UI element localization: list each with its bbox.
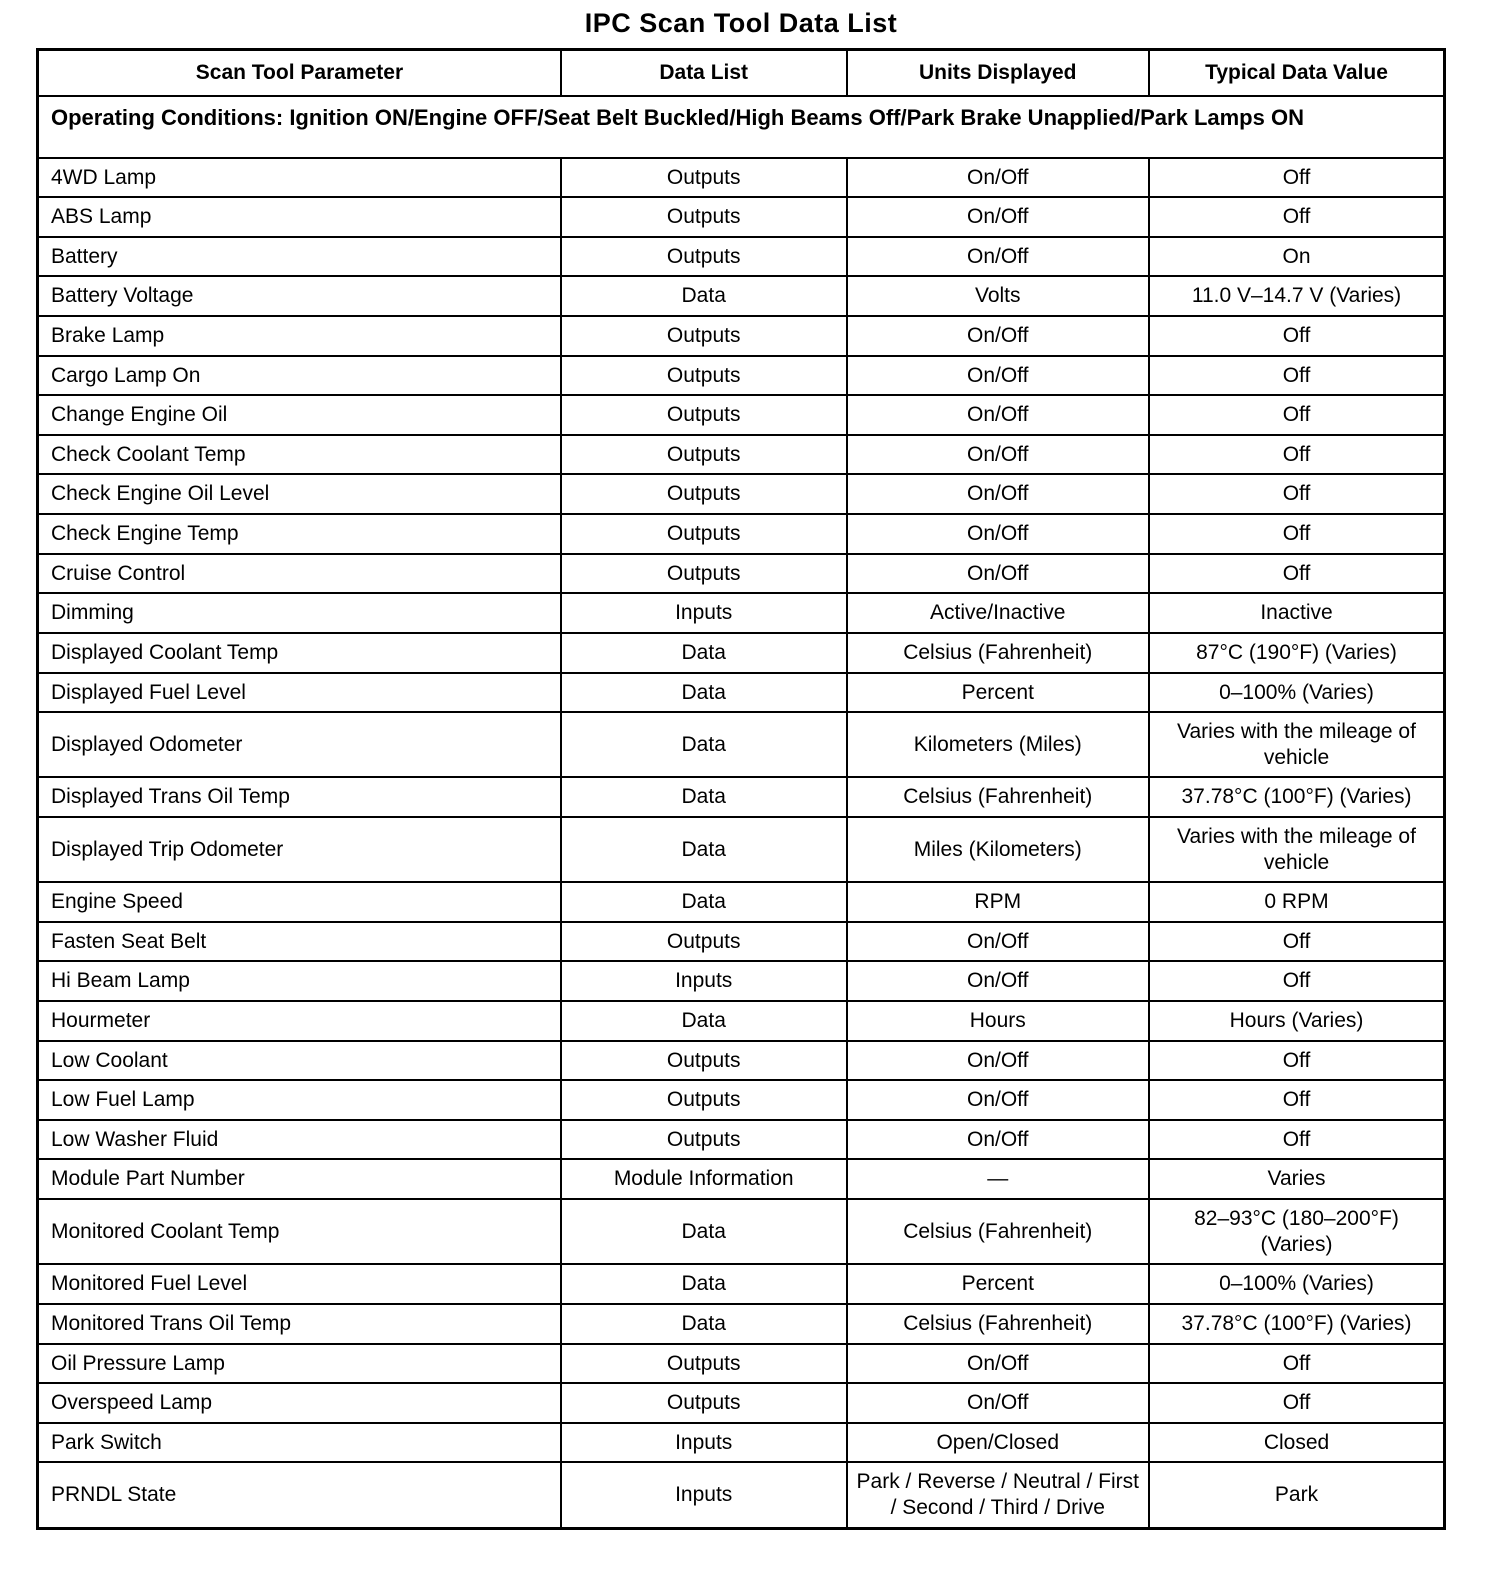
param-cell: Low Washer Fluid	[38, 1120, 561, 1160]
table-row	[38, 673, 1445, 713]
data-list-cell: Outputs	[561, 554, 847, 594]
param-cell: Hi Beam Lamp	[38, 961, 561, 1001]
data-list-cell: Data	[561, 1264, 847, 1304]
operating-conditions-row	[38, 96, 1445, 158]
param-cell: PRNDL State	[38, 1462, 561, 1528]
table-row	[38, 922, 1445, 962]
param-cell: Battery	[38, 237, 561, 277]
table-row	[38, 1423, 1445, 1463]
units-cell: —	[847, 1159, 1150, 1199]
value-cell: Hours (Varies)	[1149, 1001, 1445, 1041]
param-cell: Battery Voltage	[38, 276, 561, 316]
table-row	[38, 435, 1445, 475]
table-row	[38, 316, 1445, 356]
units-cell: On/Off	[847, 1383, 1150, 1423]
param-cell: Displayed Fuel Level	[38, 673, 561, 713]
table-row	[38, 158, 1445, 198]
data-list-cell: Data	[561, 276, 847, 316]
col-header-units-displayed: Units Displayed	[847, 50, 1150, 96]
table-row	[38, 1383, 1445, 1423]
table-row	[38, 593, 1445, 633]
units-cell: On/Off	[847, 961, 1150, 1001]
units-cell: Celsius (Fahrenheit)	[847, 633, 1150, 673]
units-cell: On/Off	[847, 474, 1150, 514]
table-rows	[38, 158, 1445, 1528]
data-list-cell: Data	[561, 712, 847, 777]
param-cell: Fasten Seat Belt	[38, 922, 561, 962]
param-cell: Brake Lamp	[38, 316, 561, 356]
data-list-cell: Inputs	[561, 1423, 847, 1463]
units-cell: On/Off	[847, 237, 1150, 277]
units-cell: RPM	[847, 882, 1150, 922]
param-cell: Displayed Coolant Temp	[38, 633, 561, 673]
value-cell: 0 RPM	[1149, 882, 1445, 922]
units-cell: On/Off	[847, 1344, 1150, 1384]
value-cell: Off	[1149, 197, 1445, 237]
table-row	[38, 1264, 1445, 1304]
value-cell: Off	[1149, 474, 1445, 514]
value-cell: Off	[1149, 1041, 1445, 1081]
units-cell: On/Off	[847, 1041, 1150, 1081]
value-cell: Varies	[1149, 1159, 1445, 1199]
units-cell: On/Off	[847, 514, 1150, 554]
param-cell: Monitored Coolant Temp	[38, 1199, 561, 1264]
units-cell: Hours	[847, 1001, 1150, 1041]
units-cell: On/Off	[847, 197, 1150, 237]
data-list-cell: Data	[561, 1199, 847, 1264]
units-cell: On/Off	[847, 1120, 1150, 1160]
units-cell: Percent	[847, 673, 1150, 713]
param-cell: Cargo Lamp On	[38, 356, 561, 396]
param-cell: Low Fuel Lamp	[38, 1080, 561, 1120]
data-list-cell: Outputs	[561, 435, 847, 475]
value-cell: Off	[1149, 922, 1445, 962]
units-cell: On/Off	[847, 435, 1150, 475]
units-cell: Volts	[847, 276, 1150, 316]
units-cell: Park / Reverse / Neutral / First / Second / Third / Drive	[847, 1462, 1150, 1528]
table-row	[38, 882, 1445, 922]
units-cell: Kilometers (Miles)	[847, 712, 1150, 777]
value-cell: 87°C (190°F) (Varies)	[1149, 633, 1445, 673]
data-list-cell: Outputs	[561, 395, 847, 435]
value-cell: Off	[1149, 395, 1445, 435]
units-cell: Celsius (Fahrenheit)	[847, 777, 1150, 817]
table-row	[38, 1344, 1445, 1384]
units-cell: On/Off	[847, 1080, 1150, 1120]
value-cell: Off	[1149, 356, 1445, 396]
param-cell: Monitored Fuel Level	[38, 1264, 561, 1304]
units-cell: Active/Inactive	[847, 593, 1150, 633]
data-list-cell: Data	[561, 777, 847, 817]
param-cell: Cruise Control	[38, 554, 561, 594]
data-list-cell: Outputs	[561, 197, 847, 237]
table-row	[38, 474, 1445, 514]
table-row	[38, 961, 1445, 1001]
data-list-cell: Outputs	[561, 1041, 847, 1081]
param-cell: Check Engine Oil Level	[38, 474, 561, 514]
data-list-cell: Inputs	[561, 593, 847, 633]
table-row	[38, 817, 1445, 882]
col-header-typical-data-value: Typical Data Value	[1149, 50, 1445, 96]
value-cell: 37.78°C (100°F) (Varies)	[1149, 1304, 1445, 1344]
units-cell: On/Off	[847, 158, 1150, 198]
value-cell: Off	[1149, 1120, 1445, 1160]
table-row	[38, 554, 1445, 594]
value-cell: Off	[1149, 158, 1445, 198]
value-cell: 0–100% (Varies)	[1149, 673, 1445, 713]
table-row	[38, 633, 1445, 673]
units-cell: Celsius (Fahrenheit)	[847, 1304, 1150, 1344]
table-row	[38, 1041, 1445, 1081]
data-list-cell: Data	[561, 673, 847, 713]
param-cell: Engine Speed	[38, 882, 561, 922]
value-cell: 37.78°C (100°F) (Varies)	[1149, 777, 1445, 817]
param-cell: Dimming	[38, 593, 561, 633]
table-row	[38, 356, 1445, 396]
units-cell: Percent	[847, 1264, 1150, 1304]
param-cell: Low Coolant	[38, 1041, 561, 1081]
value-cell: Off	[1149, 435, 1445, 475]
table-row	[38, 1080, 1445, 1120]
value-cell: Varies with the mileage of vehicle	[1149, 817, 1445, 882]
header-row	[38, 50, 1445, 96]
data-list-cell: Data	[561, 1001, 847, 1041]
data-list-cell: Outputs	[561, 158, 847, 198]
units-cell: On/Off	[847, 554, 1150, 594]
value-cell: Off	[1149, 554, 1445, 594]
data-list-cell: Outputs	[561, 474, 847, 514]
data-list-cell: Outputs	[561, 922, 847, 962]
param-cell: Displayed Trip Odometer	[38, 817, 561, 882]
units-cell: On/Off	[847, 316, 1150, 356]
units-cell: On/Off	[847, 356, 1150, 396]
data-list-cell: Data	[561, 1304, 847, 1344]
ipc-scan-tool-table	[36, 48, 1446, 1530]
units-cell: On/Off	[847, 922, 1150, 962]
units-cell: Open/Closed	[847, 1423, 1150, 1463]
data-list-cell: Inputs	[561, 1462, 847, 1528]
table-row	[38, 1120, 1445, 1160]
value-cell: Off	[1149, 514, 1445, 554]
value-cell: 82–93°C (180–200°F) (Varies)	[1149, 1199, 1445, 1264]
units-cell: On/Off	[847, 395, 1150, 435]
table-row	[38, 197, 1445, 237]
value-cell: 0–100% (Varies)	[1149, 1264, 1445, 1304]
param-cell: Module Part Number	[38, 1159, 561, 1199]
param-cell: Displayed Odometer	[38, 712, 561, 777]
table-row	[38, 237, 1445, 277]
col-header-data-list: Data List	[561, 50, 847, 96]
table-row	[38, 276, 1445, 316]
value-cell: Off	[1149, 1344, 1445, 1384]
data-list-cell: Module Information	[561, 1159, 847, 1199]
data-list-cell: Outputs	[561, 237, 847, 277]
param-cell: ABS Lamp	[38, 197, 561, 237]
table-row	[38, 395, 1445, 435]
data-list-cell: Outputs	[561, 1344, 847, 1384]
param-cell: Park Switch	[38, 1423, 561, 1463]
data-list-cell: Data	[561, 882, 847, 922]
page-title: IPC Scan Tool Data List	[584, 8, 898, 38]
data-list-cell: Outputs	[561, 356, 847, 396]
col-header-scan-tool-parameter: Scan Tool Parameter	[38, 50, 561, 96]
param-cell: Displayed Trans Oil Temp	[38, 777, 561, 817]
table-row	[38, 1304, 1445, 1344]
value-cell: Off	[1149, 316, 1445, 356]
table-row	[38, 712, 1445, 777]
param-cell: Monitored Trans Oil Temp	[38, 1304, 561, 1344]
units-cell: Celsius (Fahrenheit)	[847, 1199, 1150, 1264]
data-list-cell: Data	[561, 633, 847, 673]
data-list-cell: Inputs	[561, 961, 847, 1001]
data-list-cell: Outputs	[561, 316, 847, 356]
param-cell: 4WD Lamp	[38, 158, 561, 198]
value-cell: Inactive	[1149, 593, 1445, 633]
value-cell: Off	[1149, 1383, 1445, 1423]
table-row	[38, 1462, 1445, 1528]
table-row	[38, 514, 1445, 554]
operating-conditions-text: Operating Conditions: Ignition ON/Engine OFF/Seat Belt Buckled/High Beams Off/Park Brake Unapplied/Park Lamps ON	[38, 96, 1445, 158]
value-cell: 11.0 V–14.7 V (Varies)	[1149, 276, 1445, 316]
data-list-cell: Outputs	[561, 1383, 847, 1423]
value-cell: Closed	[1149, 1423, 1445, 1463]
table-row	[38, 1159, 1445, 1199]
value-cell: Park	[1149, 1462, 1445, 1528]
param-cell: Overspeed Lamp	[38, 1383, 561, 1423]
value-cell: Off	[1149, 1080, 1445, 1120]
value-cell: On	[1149, 237, 1445, 277]
table-row	[38, 1199, 1445, 1264]
param-cell: Check Engine Temp	[38, 514, 561, 554]
table-row	[38, 1001, 1445, 1041]
data-list-cell: Outputs	[561, 1120, 847, 1160]
param-cell: Hourmeter	[38, 1001, 561, 1041]
value-cell: Off	[1149, 961, 1445, 1001]
param-cell: Check Coolant Temp	[38, 435, 561, 475]
data-list-cell: Outputs	[561, 1080, 847, 1120]
param-cell: Change Engine Oil	[38, 395, 561, 435]
table-row	[38, 777, 1445, 817]
value-cell: Varies with the mileage of vehicle	[1149, 712, 1445, 777]
data-list-cell: Data	[561, 817, 847, 882]
units-cell: Miles (Kilometers)	[847, 817, 1150, 882]
param-cell: Oil Pressure Lamp	[38, 1344, 561, 1384]
data-list-cell: Outputs	[561, 514, 847, 554]
